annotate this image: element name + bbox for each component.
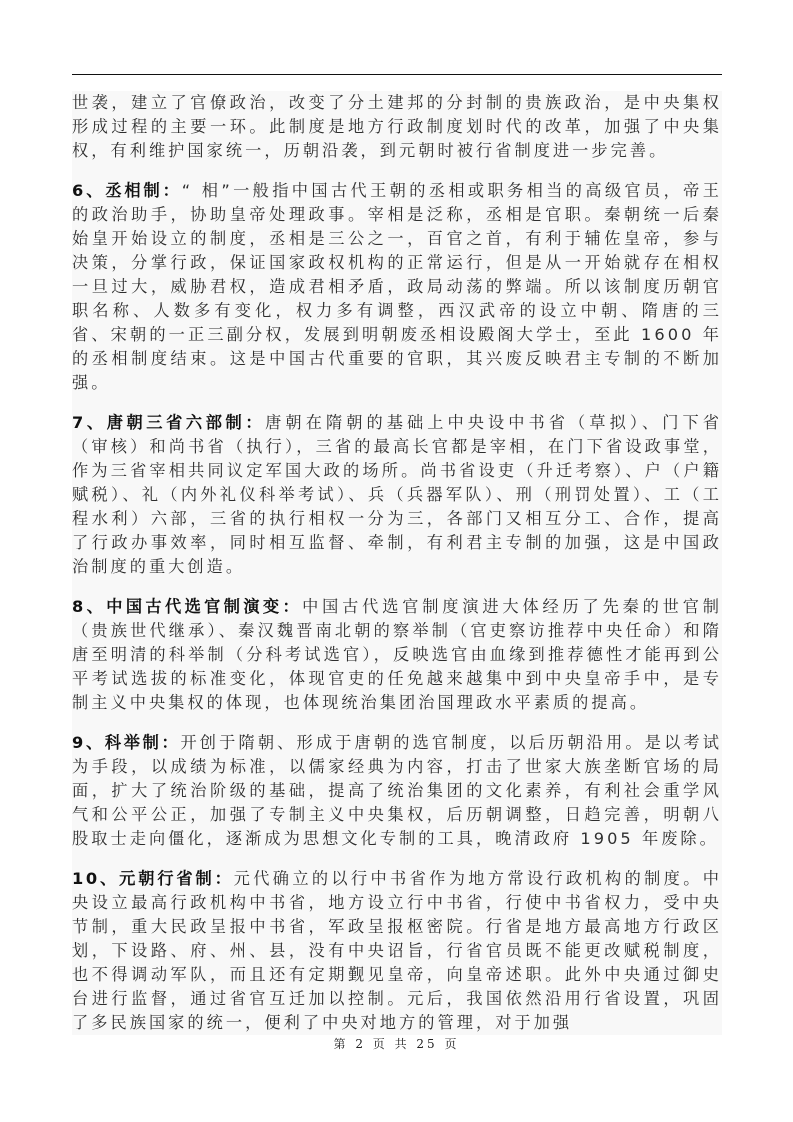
header-rule <box>72 74 722 75</box>
document-body <box>72 91 722 1035</box>
paragraph-text: 开创于隋朝、形成于唐朝的选官制度，以后历朝沿用。是以考试为手段，以成绩为标准，以儒家经典为内容，打击了世家大族垄断官场的局面，扩大了统治阶级的基础，提高了统治集团的文化素养，有利社会重学风气和公平公正，加强了专制主义中央集权，后历朝调整，日趋完善，明朝八股取士走向僵化，逐渐成为思想文化专制的工具，晚清政府 1905 年废除。 <box>72 733 722 848</box>
paragraph-text: 唐朝在隋朝的基础上中央设中书省（草拟）、门下省（审核）和尚书省（执行），三省的最高长官都是宰相，在门下省设政事堂，作为三省宰相共同议定军国大政的场所。尚书省设吏（升迁考察）、户（户籍赋税）、礼（内外礼仪科举考试）、兵（兵器军队）、刑（刑罚处置）、工（工程水利）六部，三省的执行相权一分为三，各部门又相互分工、合作，提高了行政办事效率，同时相互监督、牵制，有利君主专制的加强，这是中国政治制度的重大创造。 <box>72 413 722 576</box>
section-heading: 7、唐朝三省六部制： <box>72 413 266 432</box>
paragraph-text: 世袭，建立了官僚政治，改变了分土建邦的分封制的贵族政治，是中央集权形成过程的主要一环。此制度是地方行政制度划时代的改革，加强了中央集权，有利维护国家统一，历朝沿袭，到元朝时被行省制度进一步完善。 <box>72 93 722 160</box>
section-heading: 9、科举制： <box>72 733 181 752</box>
paragraph-text: 元代确立的以行中书省作为地方常设行政机构的制度。中央设立最高行政机构中书省，地方设立行中书省，行使中书省权力，受中央节制，重大民政呈报中书省，军政呈报枢密院。行省是地方最高地方行政区划，下设路、府、州、县，没有中央诏旨，行省官员既不能更改赋税制度，也不得调动军队，而且还有定期觐见皇帝，向皇帝述职。此外中央通过御史台进行监督，通过省官互迁加以控制。元后，我国依然沿用行省设置，巩固了多民族国家的统一，便利了中央对地方的管理，对于加强 <box>72 869 722 1032</box>
paragraph-official-selection-evolution <box>72 595 722 715</box>
paragraph-text: 中国古代选官制度演进大体经历了先秦的世官制（贵族世代继承）、秦汉魏晋南北朝的察举制（官吏察访推荐中央任命）和隋唐至明清的科举制（分科考试选官），反映选官由血缘到推荐德性才能再到公平考试选拔的标准变化，体现官吏的任免越来越集中到中央皇帝手中，是专制主义中央集权的体现，也体现统治集团治国理政水平素质的提高。 <box>72 597 722 712</box>
section-heading: 10、元朝行省制： <box>72 869 234 888</box>
paragraph-imperial-examination <box>72 731 722 851</box>
paragraph-yuan-province-system <box>72 867 722 1035</box>
page-number-footer: 第 2 页 共 25 页 <box>333 1037 460 1051</box>
paragraph-three-departments-six-ministries <box>72 411 722 579</box>
paragraph-text: “ 相”一般指中国古代王朝的丞相或职务相当的高级官员，帝王的政治助手，协助皇帝处理政事。宰相是泛称，丞相是官职。秦朝统一后秦始皇开始设立的制度，丞相是三公之一，百官之首，有利于辅佐皇帝，参与决策，分掌行政，保证国家政权机构的正常运行，但是从一开始就存在相权一旦过大，威胁君权，造成君相矛盾，政局动荡的弊端。所以该制度历朝官职名称、人数多有变化，权力多有调整，西汉武帝的设立中朝、隋唐的三省、宋朝的一正三副分权，发展到明朝废丞相设殿阁大学士，至此 1600 年的丞相制度结束。这是中国古代重要的官职，其兴废反映君主专制的不断加强。 <box>72 181 722 392</box>
section-heading: 6、丞相制： <box>72 181 182 200</box>
paragraph-prefecture-county-continued <box>72 91 722 163</box>
section-heading: 8、中国古代选官制演变： <box>72 597 303 616</box>
paragraph-chancellor-system <box>72 179 722 395</box>
